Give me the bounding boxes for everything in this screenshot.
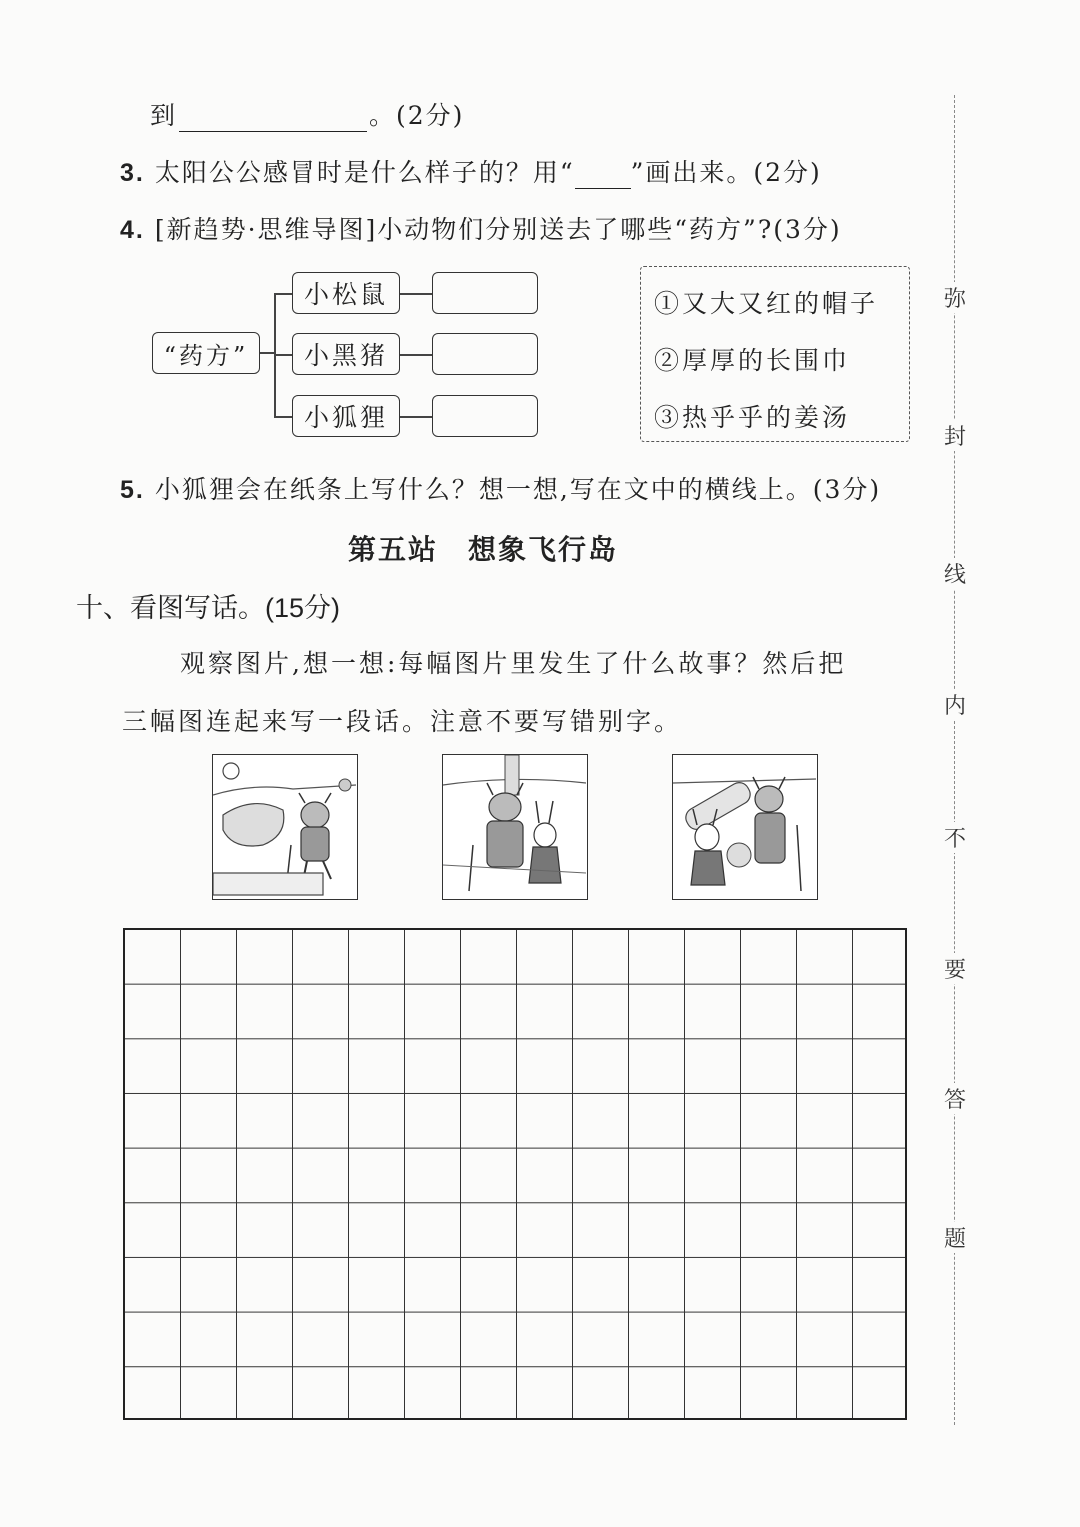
answer-box-1[interactable] bbox=[432, 272, 538, 314]
connector-answer-1 bbox=[400, 293, 432, 295]
seal-char-7: 答 bbox=[940, 1083, 970, 1114]
mind-map-center: “药方” bbox=[152, 332, 260, 374]
q4-text: [新趋势·思维导图]小动物们分别送去了哪些“药方”?(3分) bbox=[154, 215, 842, 244]
q3-text-before: 太阳公公感冒时是什么样子的？用“ bbox=[154, 158, 575, 187]
animal-box-fox: 小狐狸 bbox=[292, 395, 400, 437]
seal-char-6: 要 bbox=[940, 953, 970, 984]
connector-branch-2 bbox=[274, 354, 292, 356]
picture-goat-walking-icon bbox=[213, 755, 356, 898]
answer-box-2[interactable] bbox=[432, 333, 538, 375]
q3-text-after: ”画出来。(2分) bbox=[630, 158, 822, 187]
q2-score: 。(2分) bbox=[369, 101, 465, 130]
picture-rabbit-carrying-log-icon bbox=[673, 755, 816, 898]
option-2: ②厚厚的长围巾 bbox=[654, 346, 851, 375]
animal-box-pig: 小黑猪 bbox=[292, 333, 400, 375]
q5-text: 小狐狸会在纸条上写什么？想一想,写在文中的横线上。(3分) bbox=[154, 475, 882, 504]
question-5 bbox=[120, 470, 881, 506]
connector-answer-3 bbox=[400, 416, 432, 418]
animal-box-squirrel: 小松鼠 bbox=[292, 272, 400, 314]
q2-prefix: 到 bbox=[150, 101, 178, 130]
option-3: ③热乎乎的姜汤 bbox=[654, 403, 851, 432]
section-10-heading: 十、看图写话。(15分) bbox=[76, 593, 341, 623]
q2-tail-line bbox=[150, 96, 464, 132]
question-3 bbox=[120, 153, 822, 189]
q5-number: 5. bbox=[120, 476, 145, 504]
option-1: ①又大又红的帽子 bbox=[654, 289, 879, 318]
writing-grid[interactable] bbox=[123, 928, 907, 1420]
seal-char-5: 不 bbox=[940, 822, 970, 853]
seal-char-3: 线 bbox=[940, 558, 970, 589]
picture-goat-and-rabbit-icon bbox=[443, 755, 586, 898]
connector-branch-1 bbox=[274, 293, 292, 295]
answer-box-3[interactable] bbox=[432, 395, 538, 437]
picture-1 bbox=[212, 754, 358, 900]
connector-branch-3 bbox=[274, 416, 292, 418]
q4-number: 4. bbox=[120, 216, 145, 244]
instruction-line-1: 观察图片,想一想:每幅图片里发生了什么故事？然后把 bbox=[180, 649, 847, 678]
q2-answer-blank[interactable] bbox=[179, 105, 367, 132]
seal-char-1: 弥 bbox=[940, 282, 970, 313]
question-4 bbox=[120, 210, 842, 246]
connector-center bbox=[260, 352, 274, 354]
seal-char-2: 封 bbox=[940, 420, 970, 451]
q3-number: 3. bbox=[120, 159, 145, 187]
seal-char-8: 题 bbox=[940, 1222, 970, 1253]
q3-underline-sample bbox=[575, 166, 631, 189]
picture-2 bbox=[442, 754, 588, 900]
seal-char-4: 内 bbox=[940, 689, 970, 720]
picture-3 bbox=[672, 754, 818, 900]
instruction-line-2: 三幅图连起来写一段话。注意不要写错别字。 bbox=[122, 707, 683, 736]
station-title: 第五站 想象飞行岛 bbox=[348, 533, 619, 566]
connector-answer-2 bbox=[400, 354, 432, 356]
